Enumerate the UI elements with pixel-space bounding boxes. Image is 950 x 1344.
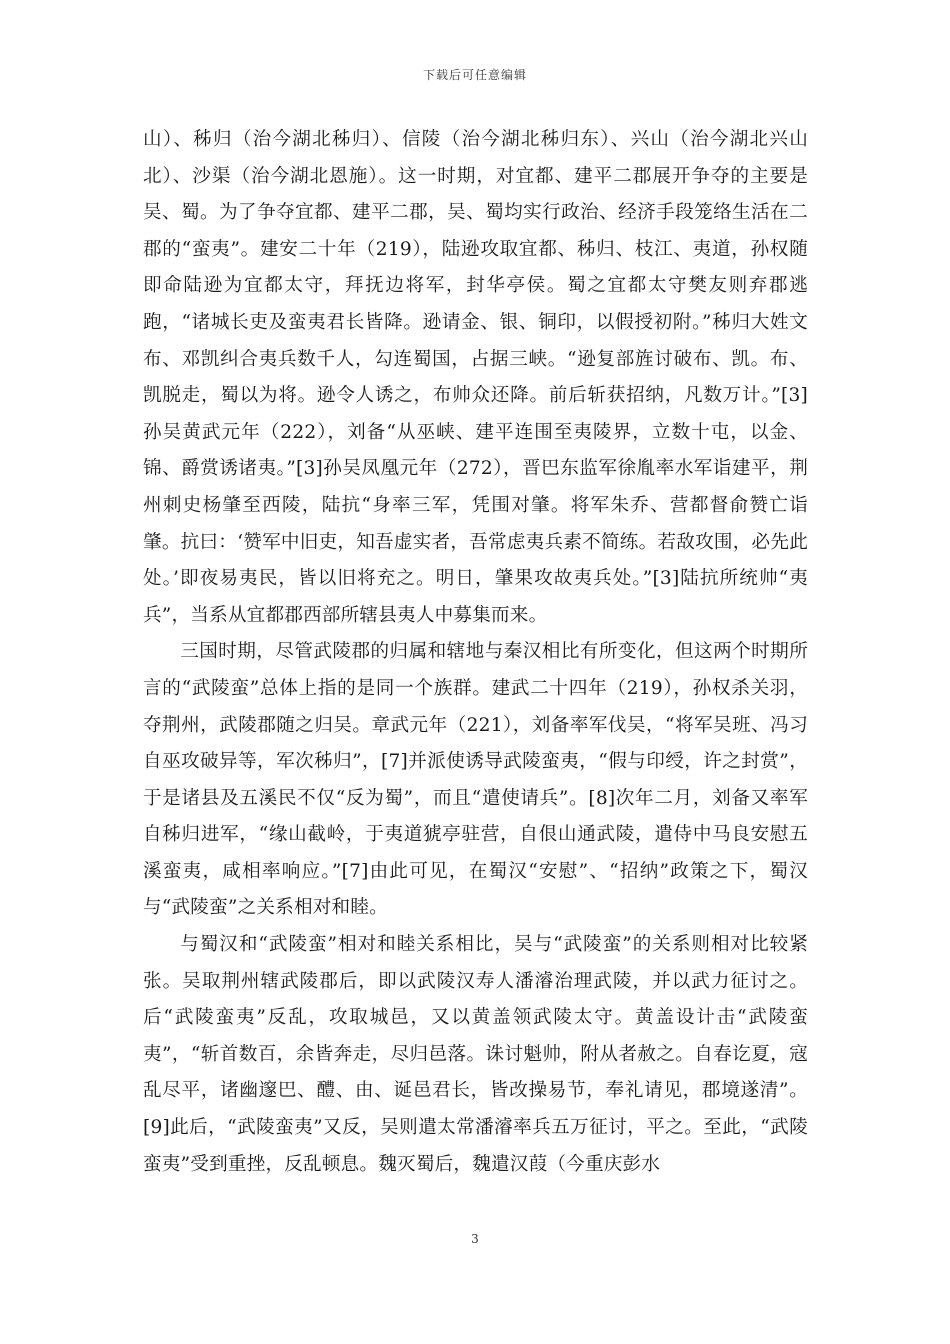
paragraph-wu-relations: 与蜀汉和“武陵蛮”相对和睦关系相比，吴与“武陵蛮”的关系则相对比较紧张。吴取荆州辖武陵郡后，即以武陵汉寿人潘濬治理武陵，并以武力征讨之。后“武陵蛮夷”反乱，攻取城邑，又以黄盖领武陵太守。黄盖设计击“武陵蛮夷”，“斩首数百，余皆奔走，尽归邑落。诛讨魁帅，附从者赦之。自春讫夏，寇乱尽平，诸幽邃巴、醴、由、诞邑君长，皆改操易节，奉礼请见，郡境遂清”。[9]此后，“武陵蛮夷”又反，吴则遣太常潘濬率兵五万征讨，平之。至此，“武陵蛮夷”受到重挫，反乱顿息。魏灭蜀后，魏遣汉葭（今重庆彭水 bbox=[143, 934, 808, 1175]
paragraph-three-kingdoms: 三国时期，尽管武陵郡的归属和辖地与秦汉相比有所变化，但这两个时期所言的“武陵蛮”总体上指的是同一个族群。建武二十四年（219），孙权杀关羽，夺荆州，武陵郡随之归吴。章武元年（221），刘备率军伐吴，“将军吴班、冯习自巫攻破异等，军次秭归”，[7]并派使诱导武陵蛮夷，“假与印绶，许之封赏”，于是诸县及五溪民不仅“反为蜀”，而且“遣使请兵”。[8]次年二月，刘备又率军自秭归进军，“缘山截岭，于夷道猇亭驻营，自佷山通武陵，遣侍中马良安慰五溪蛮夷，咸相率响应。”[7]由此可见，在蜀汉“安慰”、“招纳”政策之下，蜀汉与“武陵蛮”之关系相对和睦。 bbox=[143, 641, 808, 919]
page-number: 3 bbox=[471, 1232, 479, 1246]
body-text bbox=[143, 122, 808, 1183]
paragraph-continued: 山）、秭归（治今湖北秭归）、信陵（治今湖北秭归东）、兴山（治今湖北兴山北）、沙渠（治今湖北恩施）。这一时期，对宜都、建平二郡展开争夺的主要是吴、蜀。为了争夺宜都、建平二郡，吴、蜀均实行政治、经济手段笼络生活在二郡的“蛮夷”。建安二十年（219），陆逊攻取宜都、秭归、枝江、夷道，孙权随即命陆逊为宜都太守，拜抚边将军，封华亭侯。蜀之宜都太守樊友则弃郡逃跑，“诸城长吏及蛮夷君长皆降。逊请金、银、铜印，以假授初附。”秭归大姓文布、邓凯纠合夷兵数千人，勾连蜀国，占据三峡。“逊复部旌讨破布、凯。布、 凯脱走，蜀以为将。逊令人诱之，布帅众还降。前后斩获招纳，凡数万计。”[3]孙吴黄武元年（222），刘备“从巫峡、建平连围至夷陵界，立数十屯，以金、锦、爵赏诱诸夷。”[3]孙吴凤凰元年（272），晋巴东监军徐胤率水军诣建平，荆州刺史杨肇至西陵，陆抗“身率三军，凭围对肇。将军朱乔、营都督俞赞亡诣肇。抗曰：‘赞军中旧吏，知吾虚实者，吾常虑夷兵素不简练。若敌攻围，必先此处。’即夜易夷民，皆以旧将充之。明日，肇果攻故夷兵处。”[3]陆抗所统帅“夷兵”，当系从宜都郡西部所辖县夷人中募集而来。 bbox=[143, 129, 808, 626]
page-header: 下载后可任意编辑 bbox=[422, 68, 527, 82]
